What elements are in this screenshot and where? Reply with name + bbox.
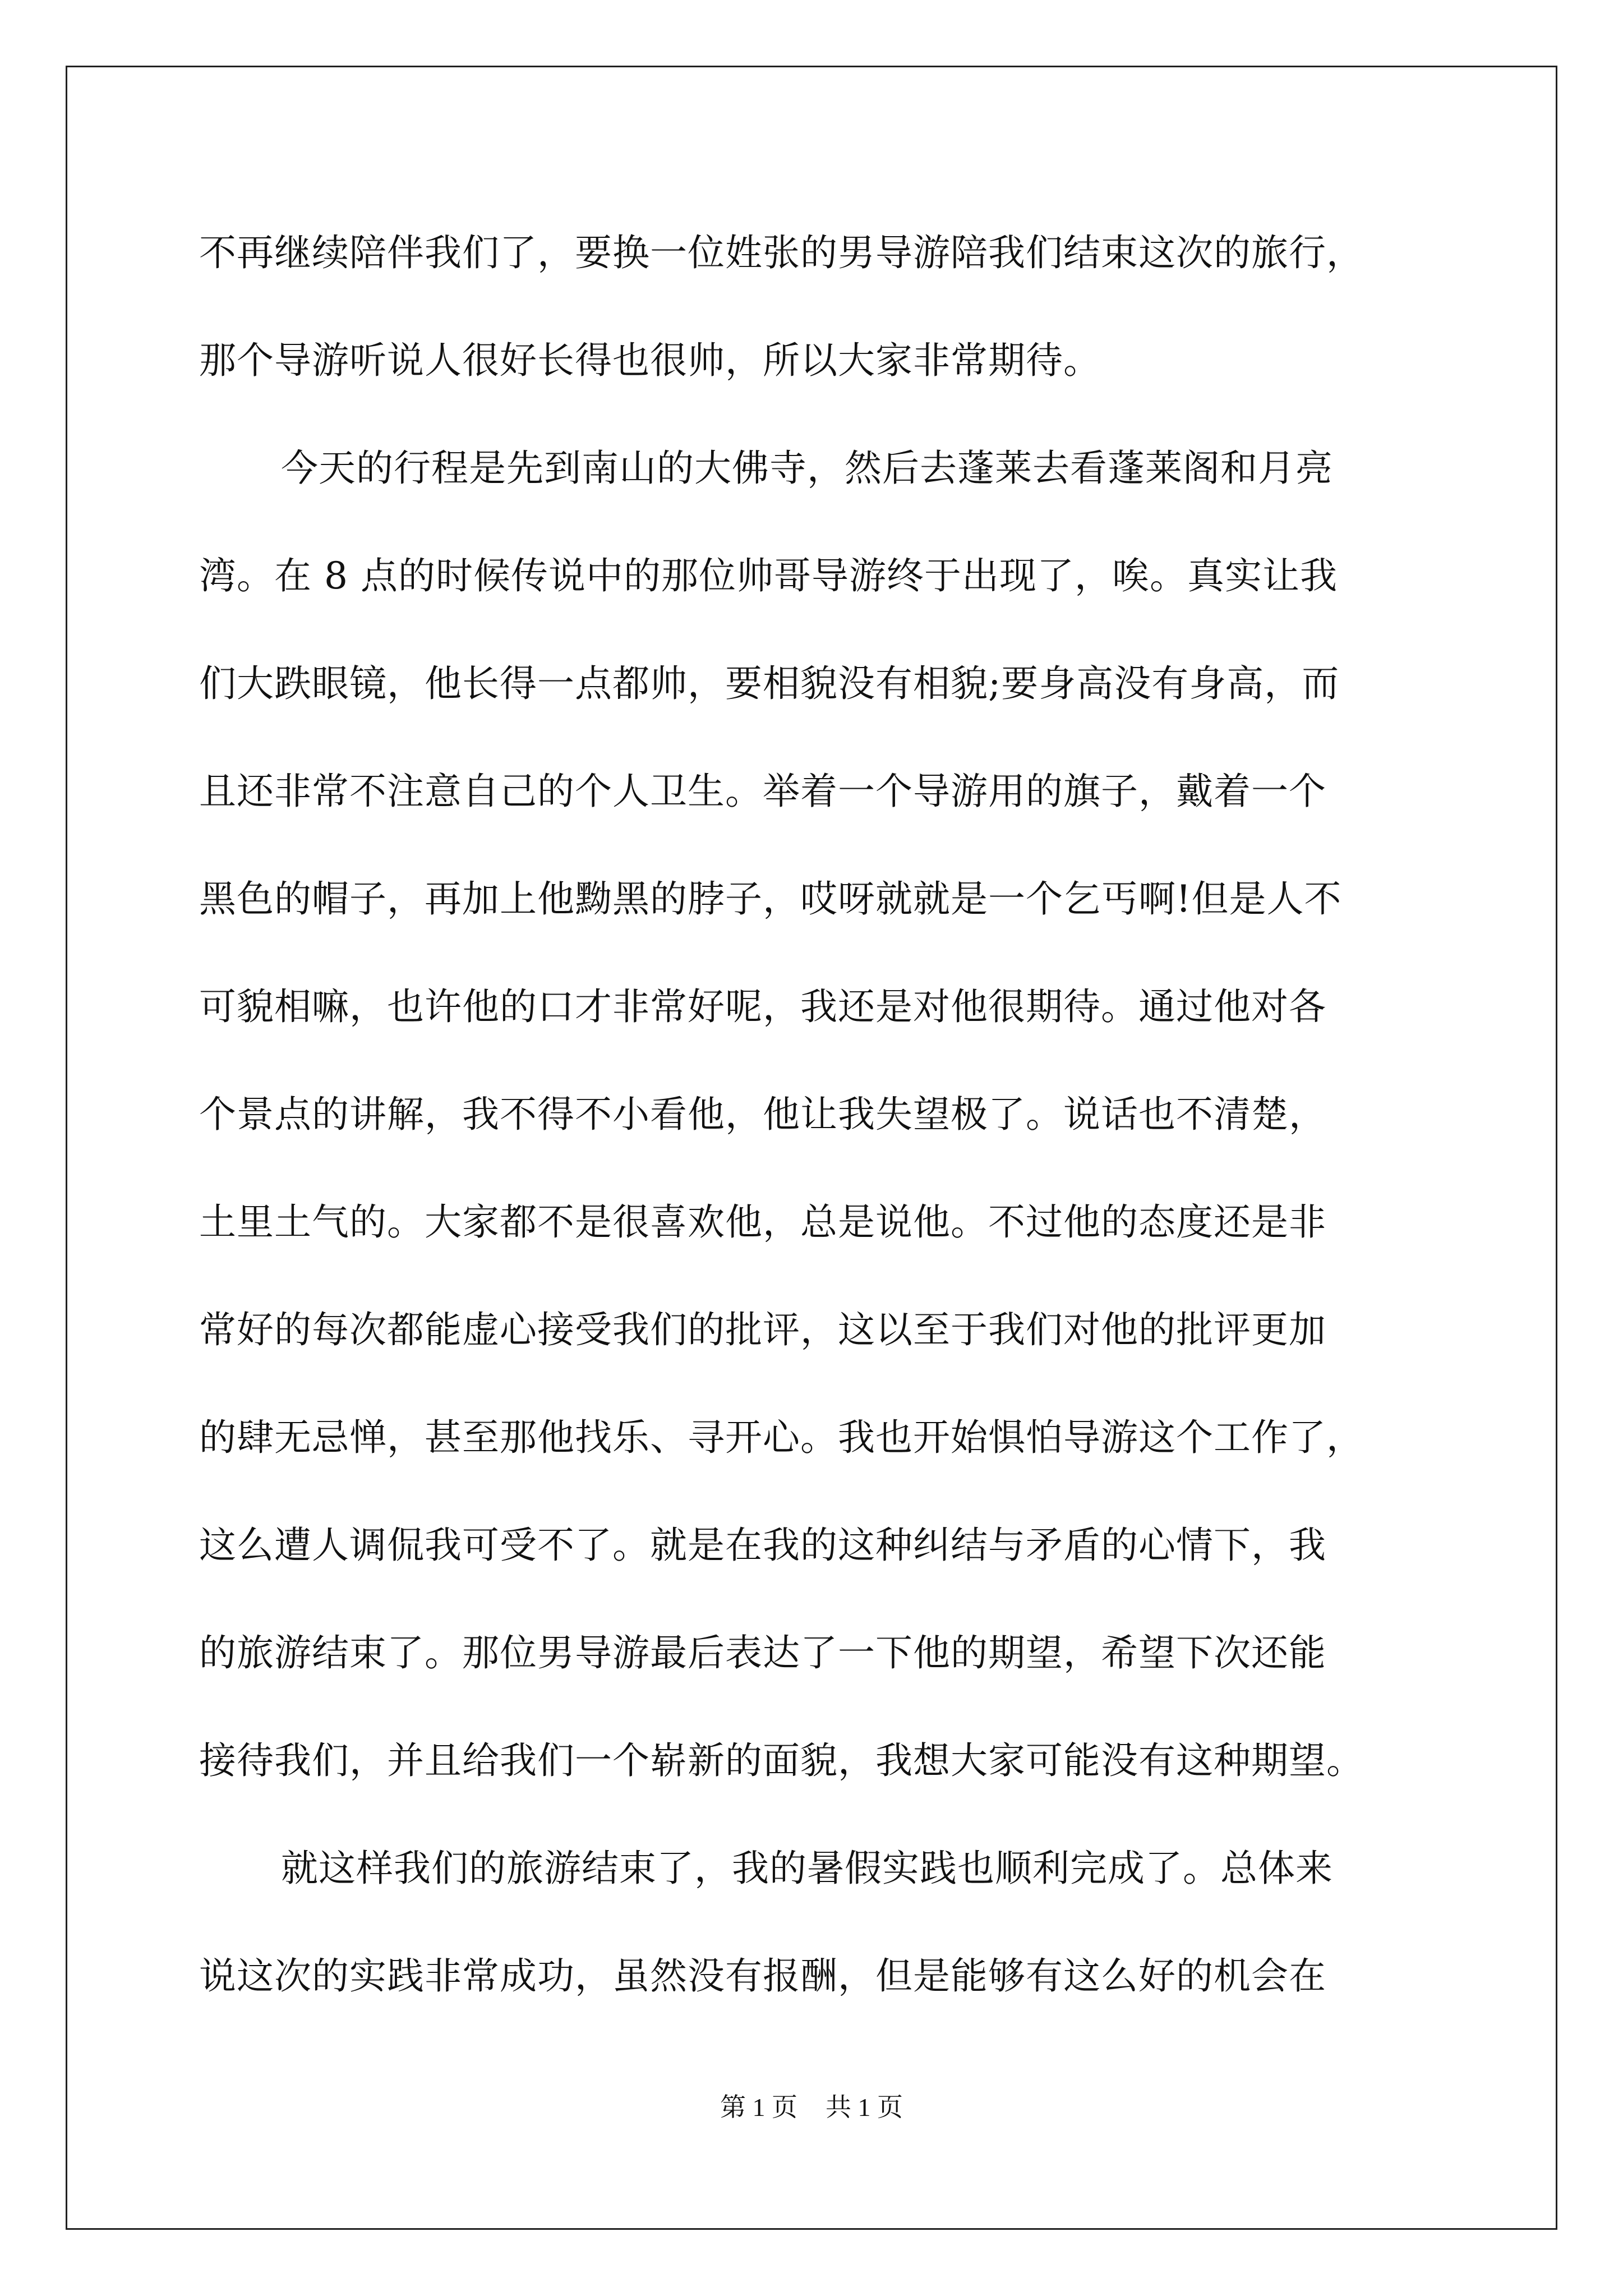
text-line: 且还非常不注意自己的个人卫生。举着一个导游用的旗子，戴着一个 [199,770,1326,813]
text-line: 土里土气的。大家都不是很喜欢他，总是说他。不过他的态度还是非 [199,1200,1326,1244]
document-body [199,222,1427,2053]
text-line: 就这样我们的旅游结束了，我的暑假实践也顺利完成了。总体来 [281,1847,1333,1890]
text-line: 个景点的讲解，我不得不小看他，他让我失望极了。说话也不清楚， [199,1093,1326,1136]
text-line: 的肆无忌惮，甚至那他找乐、寻开心。我也开始惧怕导游这个工作了， [199,1416,1364,1459]
page-number-current: 第 1 页 [720,2093,797,2122]
text-line: 们大跌眼镜，他长得一点都帅，要相貌没有相貌;要身高没有身高，而 [199,662,1340,705]
text-line: 说这次的实践非常成功，虽然没有报酬，但是能够有这么好的机会在 [199,1954,1326,1998]
text-line: 今天的行程是先到南山的大佛寺，然后去蓬莱去看蓬莱阁和月亮 [281,447,1333,490]
text-line: 的旅游结束了。那位男导游最后表达了一下他的期望，希望下次还能 [199,1631,1326,1674]
text-line: 常好的每次都能虚心接受我们的批评，这以至于我们对他的批评更加 [199,1308,1326,1351]
text-line: 那个导游听说人很好长得也很帅，所以大家非常期待。 [199,339,1101,382]
text-line: 湾。在 8 点的时候传说中的那位帅哥导游终于出现了，唉。真实让我 [199,554,1338,597]
page-footer [0,2087,1623,2124]
text-line: 不再继续陪伴我们了，要换一位姓张的男导游陪我们结束这次的旅行， [199,231,1364,274]
text-line: 这么遭人调侃我可受不了。就是在我的这种纠结与矛盾的心情下，我 [199,1524,1326,1567]
text-line: 黑色的帽子，再加上他黝黑的脖子，哎呀就就是一个乞丐啊!但是人不 [199,877,1342,921]
text-line: 接待我们，并且给我们一个崭新的面貌，我想大家可能没有这种期望。 [199,1739,1364,1782]
text-line: 可貌相嘛，也许他的口才非常好呢，我还是对他很期待。通过他对各 [199,985,1326,1028]
page-number-total: 共 1 页 [826,2093,903,2122]
